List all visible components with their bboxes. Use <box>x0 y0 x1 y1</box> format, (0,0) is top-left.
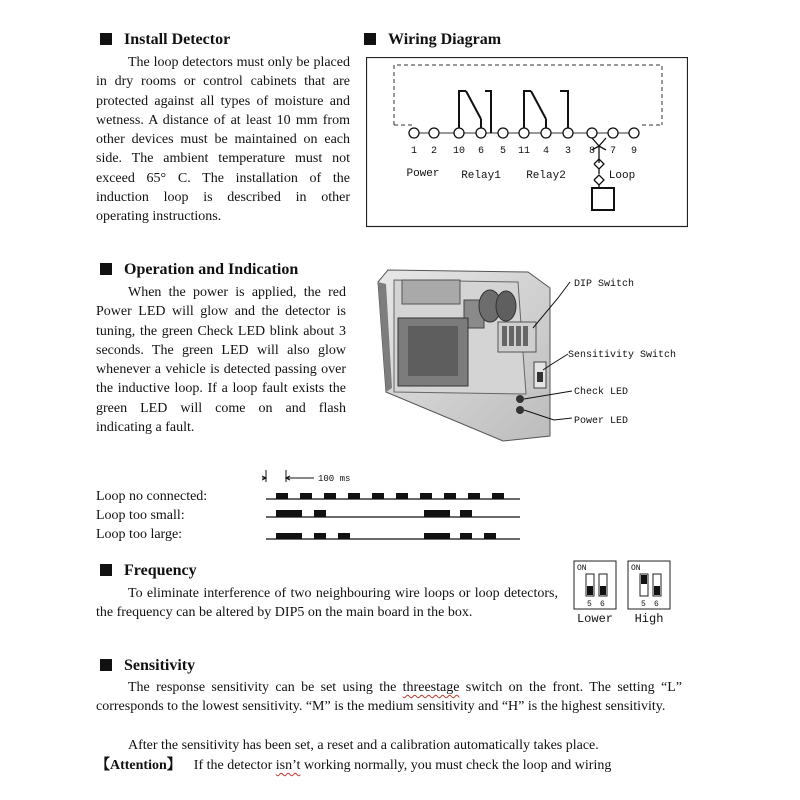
attention-line <box>96 756 696 775</box>
dip-num-label: 6 <box>600 600 605 609</box>
terminal-label: 3 <box>564 146 572 157</box>
operation-heading <box>100 261 298 279</box>
dip-on-label: ON <box>631 564 641 573</box>
label-dip-switch: DIP Switch <box>574 279 635 290</box>
bullet-square-icon <box>100 263 112 275</box>
group-label-power: Power <box>406 168 440 180</box>
bullet-square-icon <box>100 33 112 45</box>
sensitivity-heading <box>100 657 195 675</box>
terminal-label: 7 <box>609 146 617 157</box>
timing-row-too-large: Loop too large: <box>96 527 183 542</box>
bullet-square-icon <box>100 659 112 671</box>
wiring-title: Wiring Diagram <box>388 31 502 48</box>
install-body <box>96 53 350 227</box>
sensitivity-body2 <box>96 736 682 755</box>
wiring-heading <box>364 31 501 49</box>
install-title: Install Detector <box>124 31 231 48</box>
attention-text-a: If the detector <box>193 758 273 773</box>
operation-title: Operation and Indication <box>124 261 299 278</box>
timing-diagram <box>262 466 526 550</box>
terminal-label: 11 <box>517 146 531 157</box>
frequency-text: To eliminate interference of two neighbouring wire loops or loop detectors, the frequency can be altered by DIP5 on the main board in the box. <box>96 586 558 621</box>
label-power-led: Power LED <box>574 416 629 427</box>
attention-label: 【Attention】 <box>96 758 181 773</box>
dip-lower-label: Lower <box>576 612 614 626</box>
attention-text-wavy: isn’t <box>275 758 301 773</box>
label-check-led: Check LED <box>574 387 629 398</box>
terminal-label: 5 <box>499 146 507 157</box>
operation-body <box>96 283 346 437</box>
frequency-body <box>96 584 558 623</box>
group-label-relay2: Relay2 <box>526 170 566 182</box>
sensitivity-title: Sensitivity <box>124 657 196 674</box>
timing-row-no-connected: Loop no connected: <box>96 489 208 504</box>
bullet-square-icon <box>100 564 112 576</box>
group-label-loop: Loop <box>608 170 636 182</box>
dip-num-label: 6 <box>654 600 659 609</box>
dip-settings-diagram <box>572 560 672 628</box>
terminal-label: 10 <box>452 146 466 157</box>
frequency-heading <box>100 562 197 580</box>
bullet-square-icon <box>364 33 376 45</box>
group-label-relay1: Relay1 <box>461 170 501 182</box>
terminal-label: 6 <box>477 146 485 157</box>
dip-num-label: 5 <box>587 600 592 609</box>
detector-illustration <box>368 260 688 446</box>
terminal-label: 4 <box>542 146 550 157</box>
install-heading <box>100 31 230 49</box>
sensitivity-body <box>96 678 682 717</box>
dip-num-label: 5 <box>641 600 646 609</box>
dip-on-label: ON <box>577 564 587 573</box>
terminal-label: 1 <box>410 146 418 157</box>
frequency-title: Frequency <box>124 562 197 579</box>
sensitivity-text-wavy: threestage <box>402 680 460 695</box>
dip-high-label: High <box>634 612 664 626</box>
sensitivity-text-b: switch on the front. The setting “L” corresponds to the lowest sensitivity. “M” is the medium sensitivity and “H” is the highest sensitivity. <box>96 680 682 715</box>
install-text: The loop detectors must only be placed in dry rooms or control cabinets that are protected against all types of moisture and wetness. A distance of at least 10 mm from other devices must be maintained on each side. The ambient temperature must not exceed 65° C. The installation of the induction loop is described in other operating instructions. <box>96 55 350 225</box>
terminal-label: 2 <box>430 146 438 157</box>
timing-row-too-small: Loop too small: <box>96 508 185 523</box>
terminal-label: 8 <box>588 146 596 157</box>
terminal-label: 9 <box>630 146 638 157</box>
wiring-diagram <box>366 57 688 228</box>
sensitivity-reset-text: After the sensitivity has been set, a reset and a calibration automatically takes place. <box>128 738 599 753</box>
label-sensitivity-switch: Sensitivity Switch <box>568 350 677 361</box>
attention-text-b: working normally, you must check the loop and wiring <box>303 758 612 773</box>
timing-scale-label: 100 ms <box>318 474 351 484</box>
sensitivity-text-a: The response sensitivity can be set using the <box>128 680 397 695</box>
operation-text: When the power is applied, the red Power LED will glow and the detector is tuning, the green Check LED blink about 3 seconds. The green LED will also glow whenever a vehicle is detected passing over the inductive loop. If a loop fault exists the green LED will come on and flash indicating a fault. <box>96 285 346 436</box>
